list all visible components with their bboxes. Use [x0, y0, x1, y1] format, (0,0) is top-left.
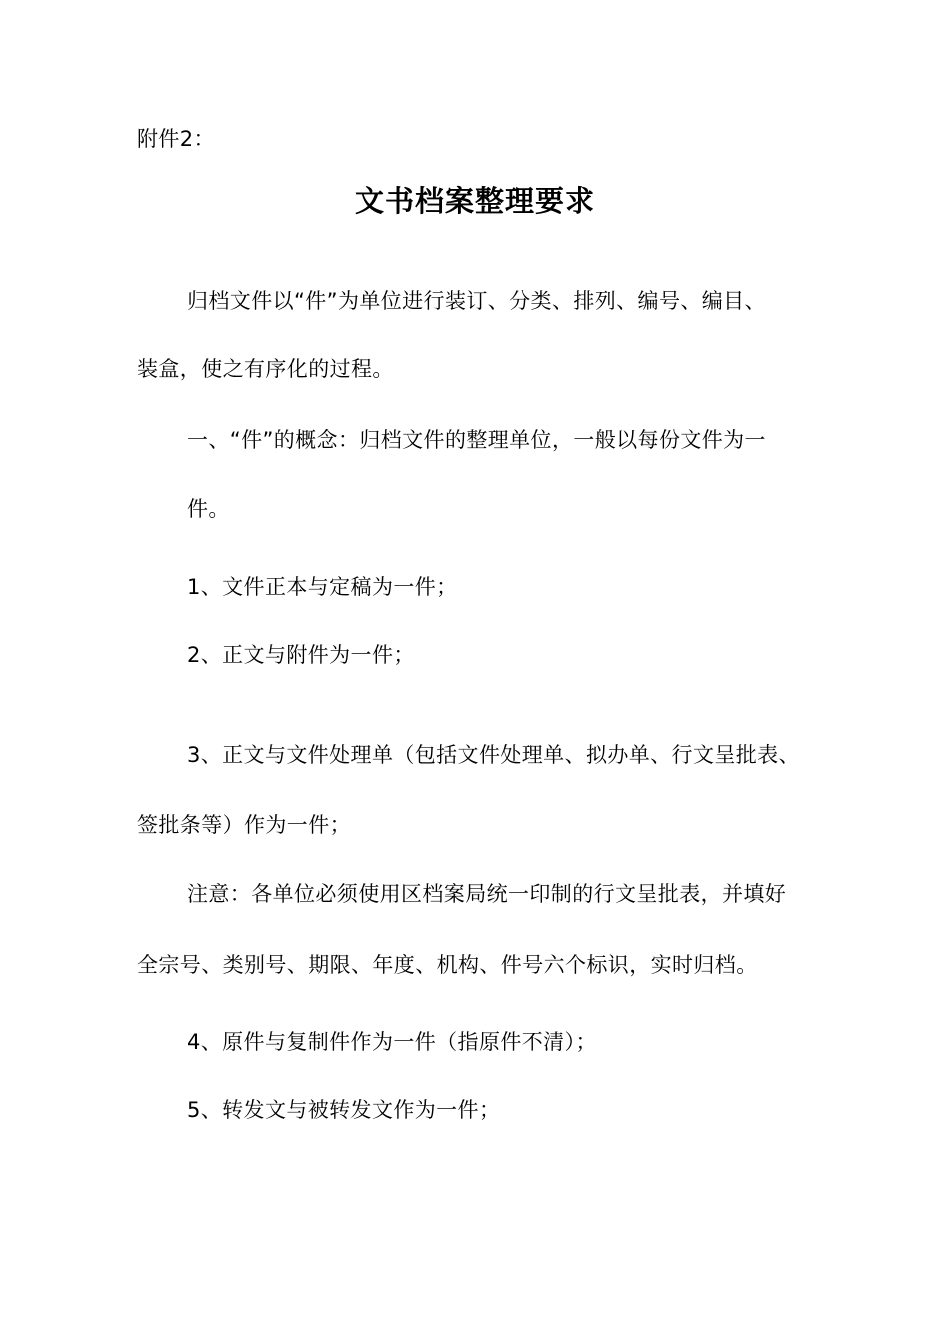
- section-1-line-2: 件。: [187, 497, 230, 521]
- note-line-2: 全宗号、类别号、期限、年度、机构、件号六个标识，实时归档。: [137, 953, 758, 977]
- item-5: 5、转发文与被转发文作为一件；: [187, 1098, 501, 1122]
- item-1: 1、文件正本与定稿为一件；: [187, 575, 458, 599]
- item-3-line-2: 签批条等）作为一件；: [137, 813, 351, 837]
- intro-line-1: 归档文件以“件”为单位进行装订、分类、排列、编号、编目、: [187, 289, 766, 313]
- item-4: 4、原件与复制件作为一件（指原件不清）；: [187, 1030, 597, 1054]
- section-1-line-1: 一、“件”的概念：归档文件的整理单位，一般以每份文件为一: [187, 428, 766, 452]
- intro-line-2: 装盒，使之有序化的过程。: [137, 357, 394, 381]
- document-title: 文书档案整理要求: [354, 184, 595, 218]
- item-3-line-1: 3、正文与文件处理单（包括文件处理单、拟办单、行文呈批表、: [187, 743, 800, 767]
- note-line-1: 注意：各单位必须使用区档案局统一印制的行文呈批表，并填好: [187, 882, 787, 906]
- attachment-label: 附件2：: [137, 127, 215, 151]
- item-2: 2、正文与附件为一件；: [187, 643, 415, 667]
